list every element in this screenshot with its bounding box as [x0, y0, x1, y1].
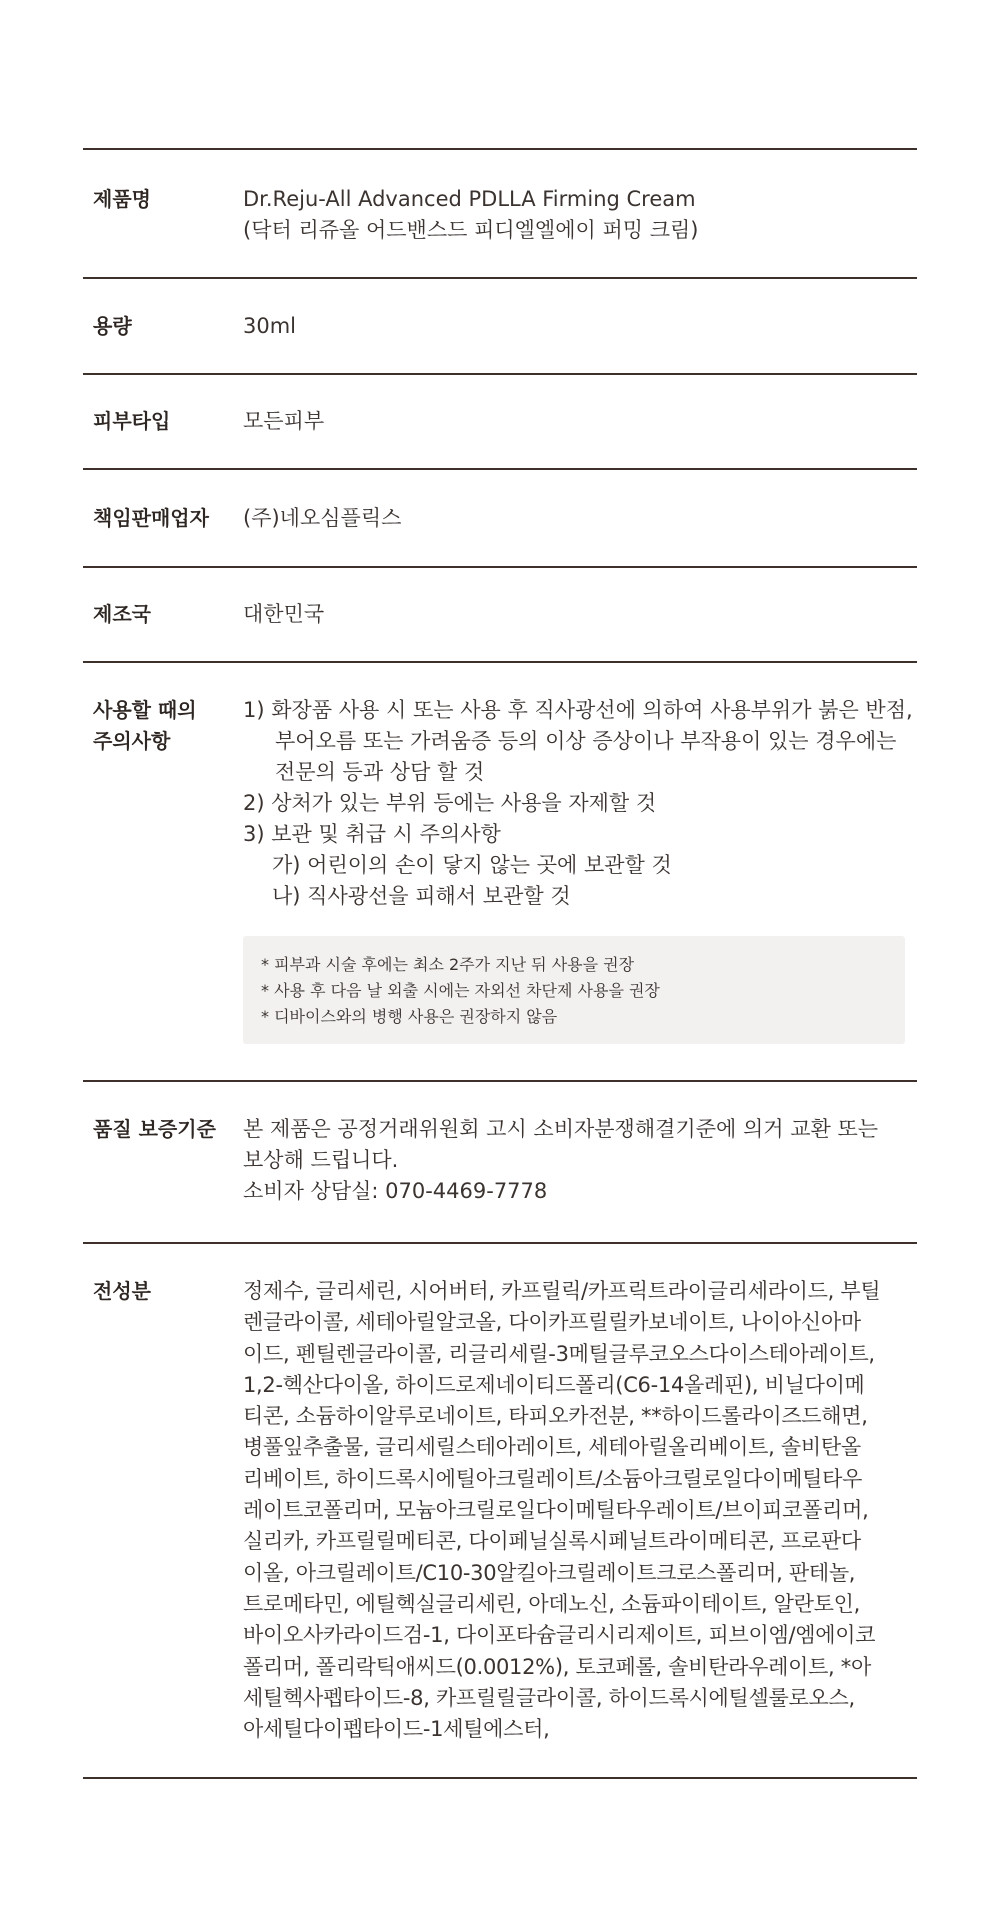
row-product-name: [83, 150, 917, 279]
caution-line: 2) 상처가 있는 부위 등에는 사용을 자제할 것: [243, 791, 657, 815]
caution-value: [243, 695, 917, 1080]
row-label: 전성분: [93, 1279, 151, 1303]
notice-line: * 디바이스와의 병행 사용은 권장하지 않음: [261, 1007, 558, 1026]
ingredient-line: 정제수, 글리세린, 시어버터, 카프릴릭/카프릭트라이글리세라이드, 부틸: [243, 1279, 881, 1303]
ingredient-line: 이올, 아크릴레이트/C10-30알킬아크릴레이트크로스폴리머, 판테놀,: [243, 1560, 856, 1585]
ingredient-line: 렌글라이콜, 세테아릴알코올, 다이카프릴릴카보네이트, 나이아신아마: [243, 1310, 861, 1335]
caution-line: 3) 보관 및 취급 시 주의사항: [243, 822, 501, 846]
notice-line: * 사용 후 다음 날 외출 시에는 자외선 차단제 사용을 권장: [261, 981, 660, 1000]
row-quality: [83, 1082, 917, 1244]
quality-line: 보상해 드립니다.: [243, 1148, 399, 1172]
volume-value: 30ml: [243, 314, 297, 338]
ingredient-line: 리베이트, 하이드록시에틸아크릴레이트/소듐아크릴로일다이메틸타우: [243, 1466, 863, 1491]
product-name-value: [243, 184, 917, 277]
quality-value: [243, 1114, 917, 1242]
notice-line: * 피부과 시술 후에는 최소 2주가 지난 뒤 사용을 권장: [261, 955, 635, 974]
ingredient-line: 폴리머, 폴리락틱애씨드(0.0012%), 토코페롤, 솔비탄라우레이트, *아: [243, 1654, 871, 1679]
ingredient-line: 트로메타민, 에틸헥실글리세린, 아데노신, 소듐파이테이트, 알란토인,: [243, 1591, 860, 1616]
country-value: 대한민국: [243, 602, 325, 626]
ingredient-line: 아세틸다이펩타이드-1세틸에스터,: [243, 1717, 550, 1742]
ingredient-line: 레이트코폴리머, 모늄아크릴로일다이메틸타우레이트/브이피코폴리머,: [243, 1498, 869, 1523]
row-label: 품질 보증기준: [93, 1117, 216, 1141]
quality-line: 본 제품은 공정거래위원회 고시 소비자분쟁해결기준에 의거 교환 또는: [243, 1117, 879, 1141]
product-name-english: Dr.Reju-All Advanced PDLLA Firming Cream: [243, 187, 696, 211]
ingredient-line: 1,2-헥산다이올, 하이드로제네이티드폴리(C6-14올레핀), 비닐다이메: [243, 1372, 865, 1397]
product-name-korean: (닥터 리쥬올 어드밴스드 피디엘엘에이 퍼밍 크림): [243, 218, 699, 242]
caution-line: 가) 어린이의 손이 닿지 않는 곳에 보관할 것: [272, 853, 672, 877]
caution-label-line: 사용할 때의: [93, 698, 197, 722]
ingredient-line: 병풀잎추출물, 글리세릴스테아레이트, 세테아릴올리베이트, 솔비탄올: [243, 1435, 861, 1460]
row-label: 제조국: [93, 602, 151, 626]
caution-line: 전문의 등과 상담 할 것: [275, 760, 485, 784]
row-label: 책임판매업자: [93, 506, 209, 530]
ingredient-line: 이드, 펜틸렌글라이콜, 리글리세릴-3메틸글루코오스다이스테아레이트,: [243, 1341, 875, 1366]
ingredient-line: 실리카, 카프릴릴메티콘, 다이페닐실록시페닐트라이메티콘, 프로판다: [243, 1529, 861, 1554]
row-skin-type: [83, 375, 917, 470]
seller-value: (주)네오심플릭스: [243, 506, 402, 530]
product-info-table: [83, 148, 917, 1779]
row-label: 피부타입: [93, 409, 171, 433]
ingredient-line: 세틸헥사펩타이드-8, 카프릴릴글라이콜, 하이드록시에틸셀룰로오스,: [243, 1685, 855, 1710]
quality-line: 소비자 상담실: 070-4469-7778: [243, 1179, 548, 1203]
row-seller: [83, 470, 917, 568]
row-label: 용량: [93, 314, 132, 338]
ingredient-line: 티콘, 소듐하이알루로네이트, 타피오카전분, **하이드롤라이즈드해면,: [243, 1404, 868, 1429]
ingredients-value: [243, 1276, 917, 1777]
caution-line: 나) 직사광선을 피해서 보관할 것: [272, 884, 571, 908]
caution-label-line: 주의사항: [93, 729, 171, 753]
ingredient-line: 바이오사카라이드검-1, 다이포타슘글리시리제이트, 피브이엠/엠에이코: [243, 1623, 876, 1648]
row-label: 제품명: [93, 187, 151, 211]
row-label: [83, 695, 243, 1080]
caution-line: 부어오름 또는 가려움증 등의 이상 증상이나 부작용이 있는 경우에는: [275, 729, 897, 753]
skin-type-value: 모든피부: [243, 409, 325, 433]
row-ingredients: [83, 1244, 917, 1779]
caution-notice-box: [243, 936, 905, 1044]
caution-line: 1) 화장품 사용 시 또는 사용 후 직사광선에 의하여 사용부위가 붉은 반점,: [243, 698, 913, 722]
row-caution: [83, 663, 917, 1082]
row-volume: [83, 279, 917, 375]
row-country: [83, 568, 917, 663]
